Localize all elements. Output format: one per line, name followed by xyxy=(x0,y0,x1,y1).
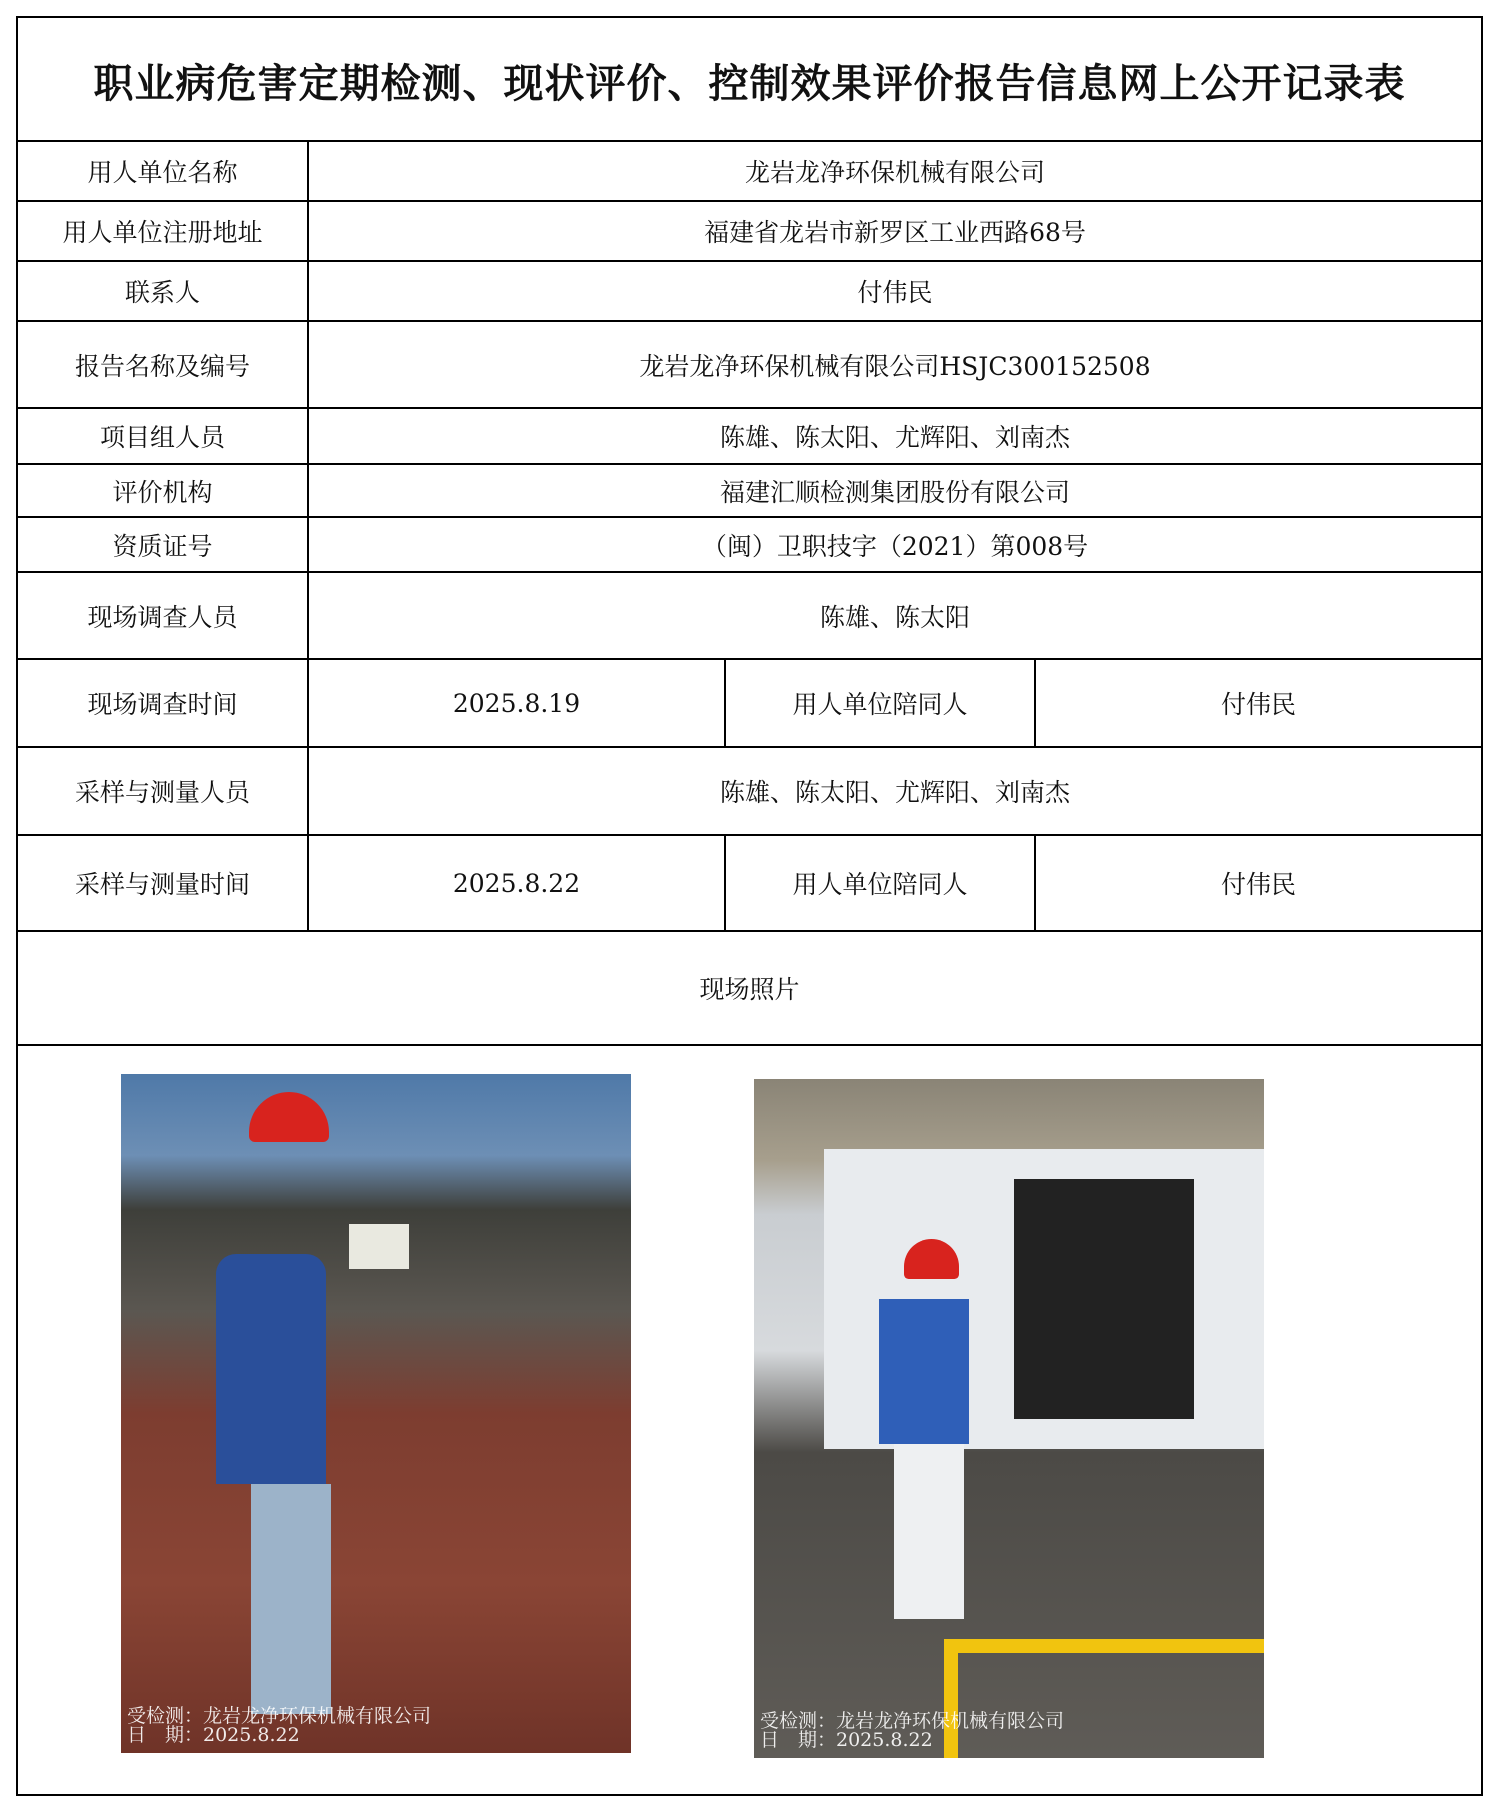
label-sampling-companion: 用人单位陪同人 xyxy=(792,870,968,899)
page-title: 职业病危害定期检测、现状评价、控制效果评价报告信息网上公开记录表 xyxy=(93,59,1406,107)
value-survey-time: 2025.8.19 xyxy=(452,688,581,718)
label-certificate: 资质证号 xyxy=(112,531,213,561)
label-sampling-staff: 采样与测量人员 xyxy=(74,778,250,807)
label-employer-address: 用人单位注册地址 xyxy=(62,218,263,247)
value-contact: 付伟民 xyxy=(857,278,933,307)
value-team: 陈雄、陈太阳、尤辉阳、刘南杰 xyxy=(719,423,1070,452)
photos-label: 现场照片 xyxy=(699,975,800,1004)
label-report: 报告名称及编号 xyxy=(74,351,250,381)
value-sampling-time: 2025.8.22 xyxy=(452,868,581,898)
value-sampling-companion: 付伟民 xyxy=(1220,870,1296,899)
label-employer-name: 用人单位名称 xyxy=(87,158,238,187)
value-certificate: （闽）卫职技字（2021）第008号 xyxy=(701,531,1089,561)
label-contact: 联系人 xyxy=(124,278,200,307)
label-team: 项目组人员 xyxy=(99,423,225,452)
label-survey-companion: 用人单位陪同人 xyxy=(792,690,968,719)
value-survey-staff: 陈雄、陈太阳 xyxy=(819,602,970,632)
photo-1-watermark-date: 日 期：2025.8.22 xyxy=(127,1724,300,1746)
value-employer-address: 福建省龙岩市新罗区工业西路68号 xyxy=(704,218,1086,247)
photo-2-watermark-date: 日 期：2025.8.22 xyxy=(760,1729,933,1751)
label-sampling-time: 采样与测量时间 xyxy=(74,870,250,899)
value-sampling-staff: 陈雄、陈太阳、尤辉阳、刘南杰 xyxy=(719,778,1070,807)
label-survey-time: 现场调查时间 xyxy=(87,690,238,719)
photo-2-watermark-subject: 受检测：龙岩龙净环保机械有限公司 xyxy=(760,1710,1065,1732)
value-survey-companion: 付伟民 xyxy=(1220,690,1296,719)
site-photo-1 xyxy=(121,1074,631,1753)
label-survey-staff: 现场调查人员 xyxy=(87,602,238,632)
value-agency: 福建汇顺检测集团股份有限公司 xyxy=(719,477,1070,507)
label-agency: 评价机构 xyxy=(112,477,213,507)
value-employer-name: 龙岩龙净环保机械有限公司 xyxy=(744,158,1045,187)
site-photo-2 xyxy=(754,1079,1264,1758)
photo-1-watermark-subject: 受检测：龙岩龙净环保机械有限公司 xyxy=(127,1705,432,1727)
value-report: 龙岩龙净环保机械有限公司HSJC300152508 xyxy=(639,351,1151,381)
